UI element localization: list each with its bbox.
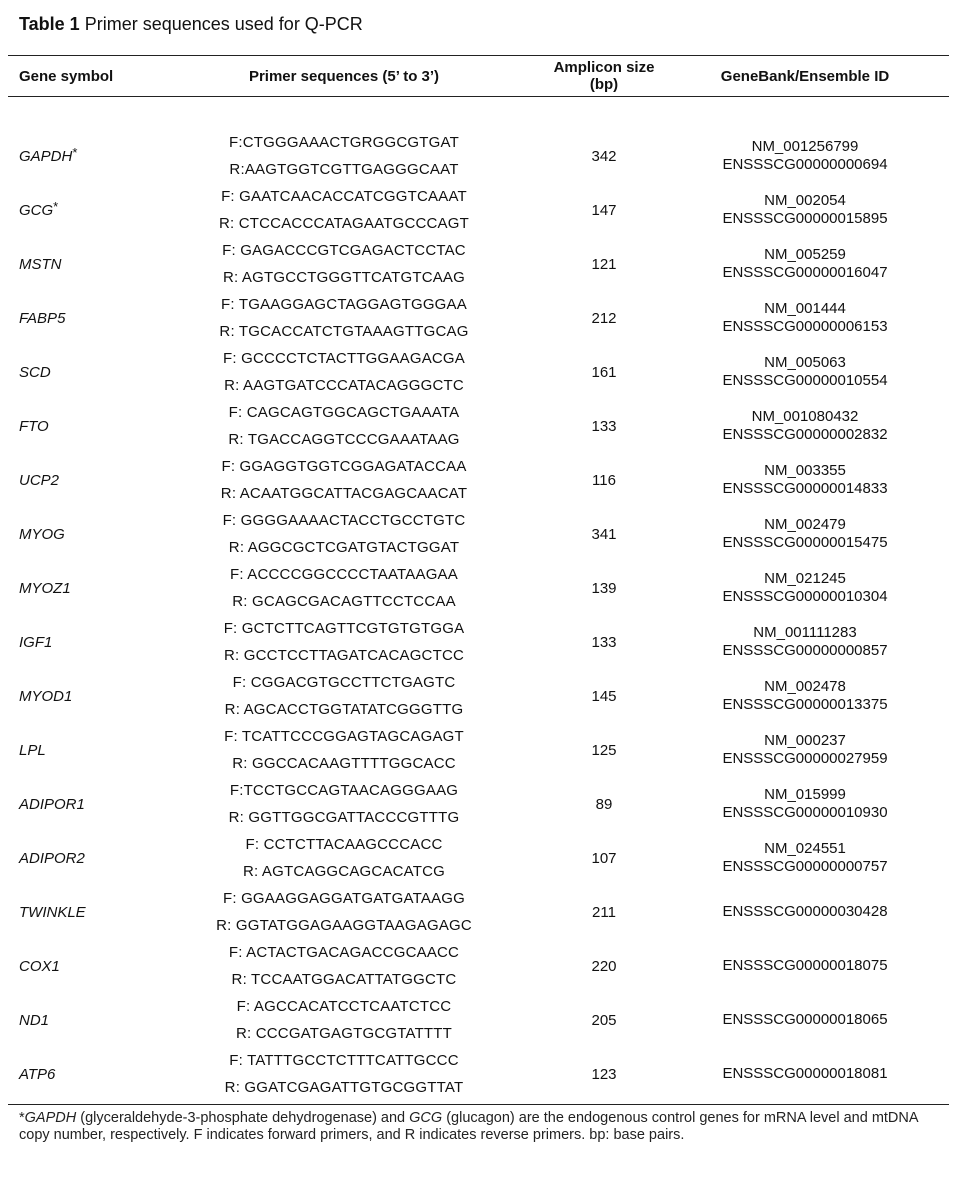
table-caption-text: Primer sequences used for Q-PCR	[79, 14, 363, 34]
table-row	[8, 453, 949, 507]
footnote-text2: (glucagon) are the endogenous control genes for mRNA level and mtDNA copy number, respectively. F indicates forward primers, and R indicates reverse primers. bp: base pairs.	[19, 1110, 918, 1143]
reverse-primer: R: AGTGCCTGGGTTCATGTCAAG	[222, 269, 466, 286]
footnote-mark: *	[19, 1110, 25, 1126]
table-row	[8, 183, 949, 237]
refseq-id: NM_005063	[764, 354, 846, 371]
reverse-primer: R: AAGTGATCCCATACAGGGCTC	[224, 377, 464, 394]
amplicon-size: 133	[591, 633, 617, 651]
ensembl-id: ENSSSCG00000006153	[722, 318, 888, 335]
gene-symbol-cell	[8, 183, 141, 237]
table-row	[8, 993, 949, 1047]
forward-primer: F: CAGCAGTGGCAGCTGAAATA	[228, 404, 460, 421]
refseq-id: NM_000237	[764, 732, 846, 749]
reverse-primer: R: AGCACCTGGTATATCGGGTTG	[224, 701, 464, 718]
primer-cell	[141, 507, 547, 561]
gene-symbol: MYOD1	[19, 687, 73, 705]
gene-symbol-cell	[8, 885, 141, 939]
primer-cell	[141, 993, 547, 1047]
amplicon-size: 139	[591, 579, 617, 597]
control-gene-mark: *	[72, 144, 78, 160]
footnote-text1: (glyceraldehyde-3-phosphate dehydrogenase) and	[76, 1110, 410, 1126]
gene-symbol-cell	[8, 939, 141, 993]
ensembl-id: ENSSSCG00000015475	[722, 534, 888, 551]
table-row	[8, 615, 949, 669]
gene-symbol-cell	[8, 723, 141, 777]
ensembl-id: ENSSSCG00000015895	[722, 210, 888, 227]
ensembl-id: ENSSSCG00000010930	[722, 804, 888, 821]
refseq-id: NM_021245	[764, 570, 846, 587]
refseq-id: NM_002479	[764, 516, 846, 533]
id-cell	[661, 669, 949, 723]
id-cell	[661, 561, 949, 615]
forward-primer: F: GGGGAAAACTACCTGCCTGTC	[222, 512, 466, 529]
gene-symbol-cell	[8, 291, 141, 345]
gene-symbol-cell	[8, 345, 141, 399]
primer-cell	[141, 777, 547, 831]
refseq-id: NM_001444	[764, 300, 846, 317]
reverse-primer: R: GGTATGGAGAAGGTAAGAGAGC	[216, 917, 472, 934]
reverse-primer: R: ACAATGGCATTACGAGCAACAT	[220, 485, 468, 502]
footnote-gene2: GCG	[409, 1110, 443, 1126]
gene-symbol-cell	[8, 1047, 141, 1105]
ensembl-id: ENSSSCG00000010304	[722, 588, 888, 605]
table-row	[8, 399, 949, 453]
table-row	[8, 831, 949, 885]
forward-primer: F:CTGGGAAACTGRGGCGTGAT	[229, 134, 459, 151]
id-cell	[661, 237, 949, 291]
ensembl-id: ENSSSCG00000030428	[722, 903, 888, 920]
forward-primer: F: GGAAGGAGGATGATGATAAGG	[222, 890, 466, 907]
primer-cell	[141, 183, 547, 237]
table-row	[8, 669, 949, 723]
primer-cell	[141, 237, 547, 291]
table-caption	[19, 14, 363, 35]
amplicon-size: 89	[595, 795, 613, 813]
forward-primer: F: GCCCCTCTACTTGGAAGACGA	[222, 350, 466, 367]
refseq-id: NM_024551	[764, 840, 846, 857]
gene-symbol: IGF1	[19, 633, 53, 651]
forward-primer: F: GAATCAACACCATCGGTCAAAT	[221, 188, 467, 205]
refseq-id: NM_005259	[764, 246, 846, 263]
table-row	[8, 777, 949, 831]
table-row	[8, 939, 949, 993]
amplicon-size: 125	[591, 741, 617, 759]
header-id: GeneBank/Ensemble ID	[720, 67, 890, 85]
gene-symbol: ADIPOR1	[19, 795, 85, 813]
primer-cell	[141, 97, 547, 184]
table-row	[8, 345, 949, 399]
header-primer-sequences: Primer sequences (5’ to 3’)	[248, 67, 440, 85]
forward-primer: F: AGCCACATCCTCAATCTCC	[236, 998, 452, 1015]
reverse-primer: R: AGGCGCTCGATGTACTGGAT	[228, 539, 460, 556]
ensembl-id: ENSSSCG00000000857	[722, 642, 888, 659]
footnote-gene1: GAPDH	[24, 1110, 77, 1126]
reverse-primer: R: GCCTCCTTAGATCACAGCTCC	[223, 647, 465, 664]
refseq-id: NM_002478	[764, 678, 846, 695]
forward-primer: F: CGGACGTGCCTTCTGAGTC	[232, 674, 456, 691]
table-body	[8, 97, 949, 1106]
gene-symbol: LPL	[19, 741, 46, 759]
ensembl-id: ENSSSCG00000027959	[722, 750, 888, 767]
gene-symbol-cell	[8, 669, 141, 723]
primer-cell	[141, 939, 547, 993]
table-row	[8, 723, 949, 777]
reverse-primer: R:AAGTGGTCGTTGAGGGCAAT	[229, 161, 459, 178]
forward-primer: F: GCTCTTCAGTTCGTGTGTGGA	[223, 620, 465, 637]
table-header-row	[8, 56, 949, 97]
gene-symbol-cell	[8, 453, 141, 507]
gene-symbol: ND1	[19, 1011, 50, 1029]
gene-symbol: GAPDH	[19, 147, 73, 165]
table-row	[8, 97, 949, 184]
amplicon-size: 121	[591, 255, 617, 273]
id-cell	[661, 885, 949, 939]
gene-symbol-cell	[8, 561, 141, 615]
table-row	[8, 1047, 949, 1105]
primer-cell	[141, 345, 547, 399]
gene-symbol-cell	[8, 507, 141, 561]
gene-symbol: SCD	[19, 363, 51, 381]
reverse-primer: R: GGATCGAGATTGTGCGGTTAT	[224, 1079, 464, 1096]
forward-primer: F: TGAAGGAGCTAGGAGTGGGAA	[221, 296, 467, 313]
gene-symbol: MYOG	[19, 525, 65, 543]
reverse-primer: R: TGACCAGGTCCCGAAATAAG	[228, 431, 460, 448]
primer-cell	[141, 561, 547, 615]
primer-cell	[141, 831, 547, 885]
refseq-id: NM_002054	[764, 192, 846, 209]
header-amplicon-line1: Amplicon size	[553, 59, 655, 76]
amplicon-size: 107	[591, 849, 617, 867]
ensembl-id: ENSSSCG00000018075	[722, 957, 888, 974]
ensembl-id: ENSSSCG00000010554	[722, 372, 888, 389]
ensembl-id: ENSSSCG00000013375	[722, 696, 888, 713]
gene-symbol-cell	[8, 615, 141, 669]
id-cell	[661, 507, 949, 561]
reverse-primer: R: CCCGATGAGTGCGTATTTT	[235, 1025, 453, 1042]
gene-symbol-cell	[8, 97, 141, 184]
gene-symbol: FTO	[19, 417, 49, 435]
table-row	[8, 237, 949, 291]
id-cell	[661, 291, 949, 345]
ensembl-id: ENSSSCG00000000694	[722, 156, 888, 173]
amplicon-size: 145	[591, 687, 617, 705]
id-cell	[661, 183, 949, 237]
refseq-id: NM_015999	[764, 786, 846, 803]
gene-symbol: ATP6	[19, 1065, 56, 1083]
gene-symbol: MYOZ1	[19, 579, 71, 597]
id-cell	[661, 939, 949, 993]
gene-symbol-cell	[8, 237, 141, 291]
header-amplicon-size	[547, 56, 661, 97]
amplicon-size: 161	[591, 363, 617, 381]
reverse-primer: R: GCAGCGACAGTTCCTCCAA	[232, 593, 456, 610]
id-cell	[661, 399, 949, 453]
primer-cell	[141, 399, 547, 453]
id-cell	[661, 453, 949, 507]
gene-symbol-cell	[8, 993, 141, 1047]
table-footnote	[19, 1110, 919, 1144]
id-cell	[661, 993, 949, 1047]
reverse-primer: R: GGCCACAAGTTTTGGCACC	[232, 755, 456, 772]
forward-primer: F:TCCTGCCAGTAACAGGGAAG	[229, 782, 459, 799]
amplicon-size: 341	[591, 525, 617, 543]
gene-symbol: MSTN	[19, 255, 62, 273]
gene-symbol: UCP2	[19, 471, 60, 489]
forward-primer: F: GAGACCCGTCGAGACTCCTAC	[222, 242, 466, 259]
id-cell	[661, 615, 949, 669]
primer-cell	[141, 1047, 547, 1105]
primer-cell	[141, 615, 547, 669]
table-row	[8, 291, 949, 345]
table-row	[8, 507, 949, 561]
reverse-primer: R: TCCAATGGACATTATGGCTC	[231, 971, 457, 988]
ensembl-id: ENSSSCG00000016047	[722, 264, 888, 281]
amplicon-size: 123	[591, 1065, 617, 1083]
id-cell	[661, 723, 949, 777]
primer-cell	[141, 453, 547, 507]
forward-primer: F: ACCCCGGCCCCTAATAAGAA	[230, 566, 458, 583]
refseq-id: NM_001256799	[751, 138, 859, 155]
gene-symbol: ADIPOR2	[19, 849, 85, 867]
forward-primer: F: GGAGGTGGTCGGAGATACCAA	[221, 458, 467, 475]
gene-symbol: TWINKLE	[19, 903, 86, 921]
primer-cell	[141, 669, 547, 723]
table-row	[8, 885, 949, 939]
table-bottom-rule	[8, 1104, 949, 1105]
control-gene-mark: *	[53, 198, 59, 214]
reverse-primer: R: AGTCAGGCAGCACATCG	[242, 863, 446, 880]
reverse-primer: R: GGTTGGCGATTACCCGTTTG	[228, 809, 460, 826]
amplicon-size: 147	[591, 201, 617, 219]
amplicon-size: 116	[592, 471, 616, 489]
forward-primer: F: ACTACTGACAGACCGCAACC	[228, 944, 460, 961]
ensembl-id: ENSSSCG00000000757	[722, 858, 888, 875]
id-cell	[661, 97, 949, 184]
amplicon-size: 133	[591, 417, 617, 435]
table-caption-label: Table 1	[19, 14, 80, 34]
forward-primer: F: TATTTGCCTCTTTCATTGCCC	[229, 1052, 459, 1069]
ensembl-id: ENSSSCG00000018065	[722, 1011, 888, 1028]
primer-cell	[141, 291, 547, 345]
reverse-primer: R: CTCCACCCATAGAATGCCCAGT	[218, 215, 469, 232]
amplicon-size: 212	[591, 309, 617, 327]
refseq-id: NM_003355	[764, 462, 846, 479]
table-row	[8, 561, 949, 615]
id-cell	[661, 345, 949, 399]
amplicon-size: 342	[591, 147, 617, 165]
ensembl-id: ENSSSCG00000018081	[722, 1065, 888, 1082]
refseq-id: NM_001080432	[751, 408, 859, 425]
gene-symbol: COX1	[19, 957, 60, 975]
id-cell	[661, 1047, 949, 1105]
amplicon-size: 220	[591, 957, 617, 975]
header-gene-symbol: Gene symbol	[19, 67, 114, 85]
gene-symbol-cell	[8, 831, 141, 885]
gene-symbol-cell	[8, 399, 141, 453]
forward-primer: F: CCTCTTACAAGCCCACC	[245, 836, 443, 853]
primer-cell	[141, 723, 547, 777]
gene-symbol: GCG	[19, 201, 54, 219]
header-amplicon-line2: (bp)	[589, 76, 619, 93]
primer-cell	[141, 885, 547, 939]
ensembl-id: ENSSSCG00000002832	[722, 426, 888, 443]
id-cell	[661, 777, 949, 831]
forward-primer: F: TCATTCCCGGAGTAGCAGAGT	[224, 728, 464, 745]
refseq-id: NM_001111283	[753, 624, 857, 641]
gene-symbol-cell	[8, 777, 141, 831]
primer-table	[8, 55, 949, 1105]
amplicon-size: 211	[592, 903, 616, 921]
amplicon-size: 205	[591, 1011, 617, 1029]
gene-symbol: FABP5	[19, 309, 66, 327]
id-cell	[661, 831, 949, 885]
reverse-primer: R: TGCACCATCTGTAAAGTTGCAG	[219, 323, 469, 340]
ensembl-id: ENSSSCG00000014833	[722, 480, 888, 497]
